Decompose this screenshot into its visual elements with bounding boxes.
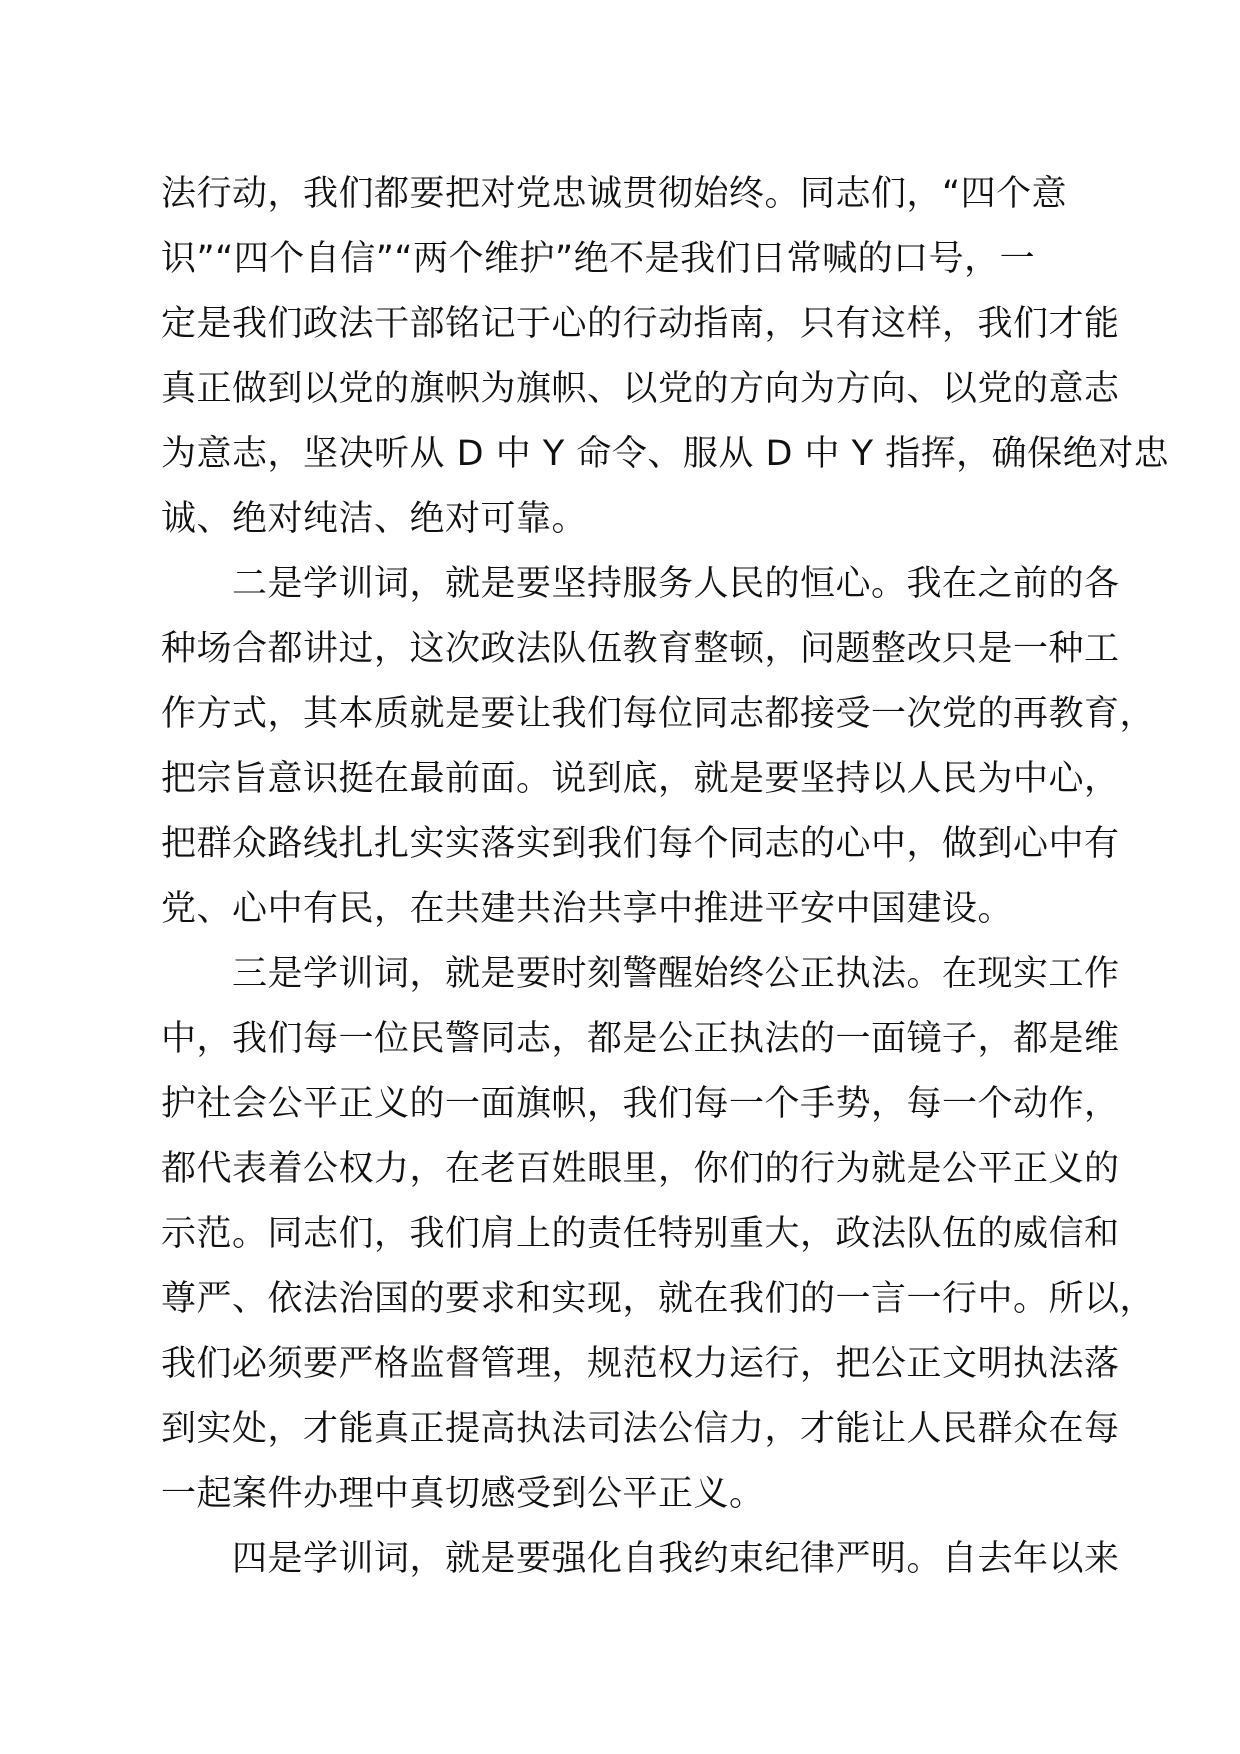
text-line: 四是学训词，就是要强化自我约束纪律严明。自去年以来	[161, 1539, 1120, 1579]
text-line: 把宗旨意识挺在最前面。说到底，就是要坚持以人民为中心，	[161, 759, 1120, 799]
text-line: 都代表着公权力，在老百姓眼里，你们的行为就是公平正义的	[161, 1149, 1120, 1189]
text-line: 一起案件办理中真切感受到公平正义。	[161, 1474, 765, 1514]
text-line: 识”“四个自信”“两个维护”绝不是我们日常喊的口号，一	[161, 239, 1036, 279]
text-line: 诚、绝对纯洁、绝对可靠。	[161, 499, 588, 539]
text-line: 中，我们每一位民警同志，都是公正执法的一面镜子，都是维	[161, 1019, 1120, 1059]
text-line: 种场合都讲过，这次政法队伍教育整顿，问题整改只是一种工	[161, 629, 1120, 669]
text-line: 到实处，才能真正提高执法司法公信力，才能让人民群众在每	[161, 1409, 1120, 1449]
text-line: 把群众路线扎扎实实落实到我们每个同志的心中，做到心中有	[161, 824, 1120, 864]
text-line: 护社会公平正义的一面旗帜，我们每一个手势，每一个动作，	[161, 1084, 1120, 1124]
text-line: 示范。同志们，我们肩上的责任特别重大，政法队伍的威信和	[161, 1214, 1120, 1254]
text-line: 作方式，其本质就是要让我们每位同志都接受一次党的再教育，	[161, 694, 1156, 734]
text-line: 党、心中有民，在共建共治共享中推进平安中国建设。	[161, 889, 1014, 929]
text-line: 三是学训词，就是要时刻警醒始终公正执法。在现实工作	[161, 954, 1120, 994]
text-line: 二是学训词，就是要坚持服务人民的恒心。我在之前的各	[161, 564, 1120, 604]
text-line: 为意志，坚决听从 D 中 Y 命令、服从 D 中 Y 指挥，确保绝对忠	[161, 434, 1170, 474]
text-line: 定是我们政法干部铭记于心的行动指南，只有这样，我们才能	[161, 304, 1120, 344]
text-line: 尊严、依法治国的要求和实现，就在我们的一言一行中。所以，	[161, 1279, 1156, 1319]
body-text	[161, 162, 1170, 1592]
text-line: 法行动，我们都要把对党忠诚贯彻始终。同志们，“四个意	[161, 174, 1068, 214]
text-line: 我们必须要严格监督管理，规范权力运行，把公正文明执法落	[161, 1344, 1120, 1384]
text-line: 真正做到以党的旗帜为旗帜、以党的方向为方向、以党的意志	[161, 369, 1120, 409]
